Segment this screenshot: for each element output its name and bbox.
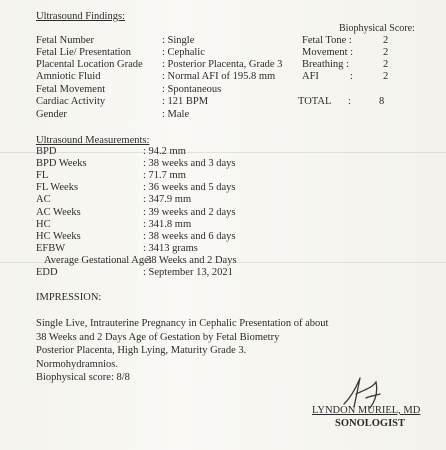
- findings-value: : Cephalic: [162, 47, 205, 58]
- findings-heading: Ultrasound Findings:: [36, 11, 125, 22]
- findings-label: Gender: [36, 109, 67, 120]
- biophysical-value: 2: [383, 71, 389, 82]
- biophysical-value: 2: [383, 35, 389, 46]
- measurements-heading: Ultrasound Measurements:: [36, 135, 150, 146]
- findings-value: : Single: [162, 35, 195, 46]
- measurement-value: 38 Weeks and 2 Days: [146, 255, 237, 266]
- biophysical-value: 2: [383, 47, 389, 58]
- measurement-label: BPD Weeks: [36, 158, 87, 169]
- biophysical-label: Movement :: [302, 47, 354, 58]
- biophysical-label: Fetal Tone :: [302, 35, 352, 46]
- measurement-label: HC: [36, 219, 51, 230]
- biophysical-label: Breathing :: [302, 59, 349, 70]
- impression-line: Single Live, Intrauterine Pregnancy in Cephalic Presentation of about: [36, 318, 329, 329]
- measurement-value: : 39 weeks and 2 days: [143, 207, 236, 218]
- measurement-label: FL Weeks: [36, 182, 79, 193]
- findings-label: Cardiac Activity: [36, 96, 106, 107]
- biophysical-colon: :: [350, 71, 353, 82]
- findings-label: Amniotic Fluid: [36, 71, 101, 82]
- impression-line: Biophysical score: 8/8: [36, 372, 130, 383]
- findings-value: : Male: [162, 109, 190, 120]
- signatory-title: SONOLOGIST: [335, 418, 406, 429]
- measurement-label: Average Gestational Age:: [44, 255, 152, 266]
- findings-value: : Posterior Placenta, Grade 3: [162, 59, 283, 70]
- biophysical-total-value: 8: [379, 96, 385, 107]
- measurement-value: : September 13, 2021: [143, 267, 233, 278]
- signatory-name: LYNDON MURIEL, MD: [312, 405, 421, 416]
- findings-label: Fetal Number: [36, 35, 95, 46]
- findings-label: Fetal Movement: [36, 84, 106, 95]
- measurement-label: EFBW: [36, 243, 66, 254]
- findings-label: Placental Location Grade: [36, 59, 143, 70]
- measurement-value: : 38 weeks and 6 days: [143, 231, 236, 242]
- measurement-label: AC Weeks: [36, 207, 81, 218]
- measurement-value: : 71.7 mm: [143, 170, 186, 181]
- biophysical-value: 2: [383, 59, 389, 70]
- paper-fold: [0, 152, 446, 153]
- biophysical-heading: Biophysical Score:: [339, 23, 415, 34]
- measurement-label: AC: [36, 194, 51, 205]
- impression-line: Posterior Placenta, High Lying, Maturity Grade 3.: [36, 345, 247, 356]
- measurement-label: EDD: [36, 267, 58, 278]
- measurement-value: : 3413 grams: [143, 243, 198, 254]
- biophysical-total-colon: :: [348, 96, 351, 107]
- measurement-value: : 341.8 mm: [143, 219, 192, 230]
- impression-text: [36, 317, 328, 385]
- findings-value: : Normal AFI of 195.8 mm: [162, 71, 276, 82]
- findings-value: : 121 BPM: [162, 96, 209, 107]
- measurement-value: : 347.9 mm: [143, 194, 192, 205]
- impression-line: Normohydramnios.: [36, 358, 118, 370]
- biophysical-label: AFI: [302, 71, 319, 82]
- measurement-value: : 36 weeks and 5 days: [143, 182, 236, 193]
- impression-line: 38 Weeks and 2 Days Age of Gestation by Fetal Biometry: [36, 331, 280, 343]
- findings-label: Fetal Lie/ Presentation: [36, 47, 132, 58]
- measurement-label: FL: [36, 170, 49, 181]
- biophysical-total-label: TOTAL: [298, 96, 332, 107]
- findings-value: : Spontaneous: [162, 84, 222, 95]
- impression-heading: IMPRESSION:: [36, 292, 102, 303]
- measurement-value: : 94.2 mm: [143, 146, 186, 157]
- measurement-label: BPD: [36, 146, 57, 157]
- measurement-label: HC Weeks: [36, 231, 81, 242]
- measurement-value: : 38 weeks and 3 days: [143, 158, 236, 169]
